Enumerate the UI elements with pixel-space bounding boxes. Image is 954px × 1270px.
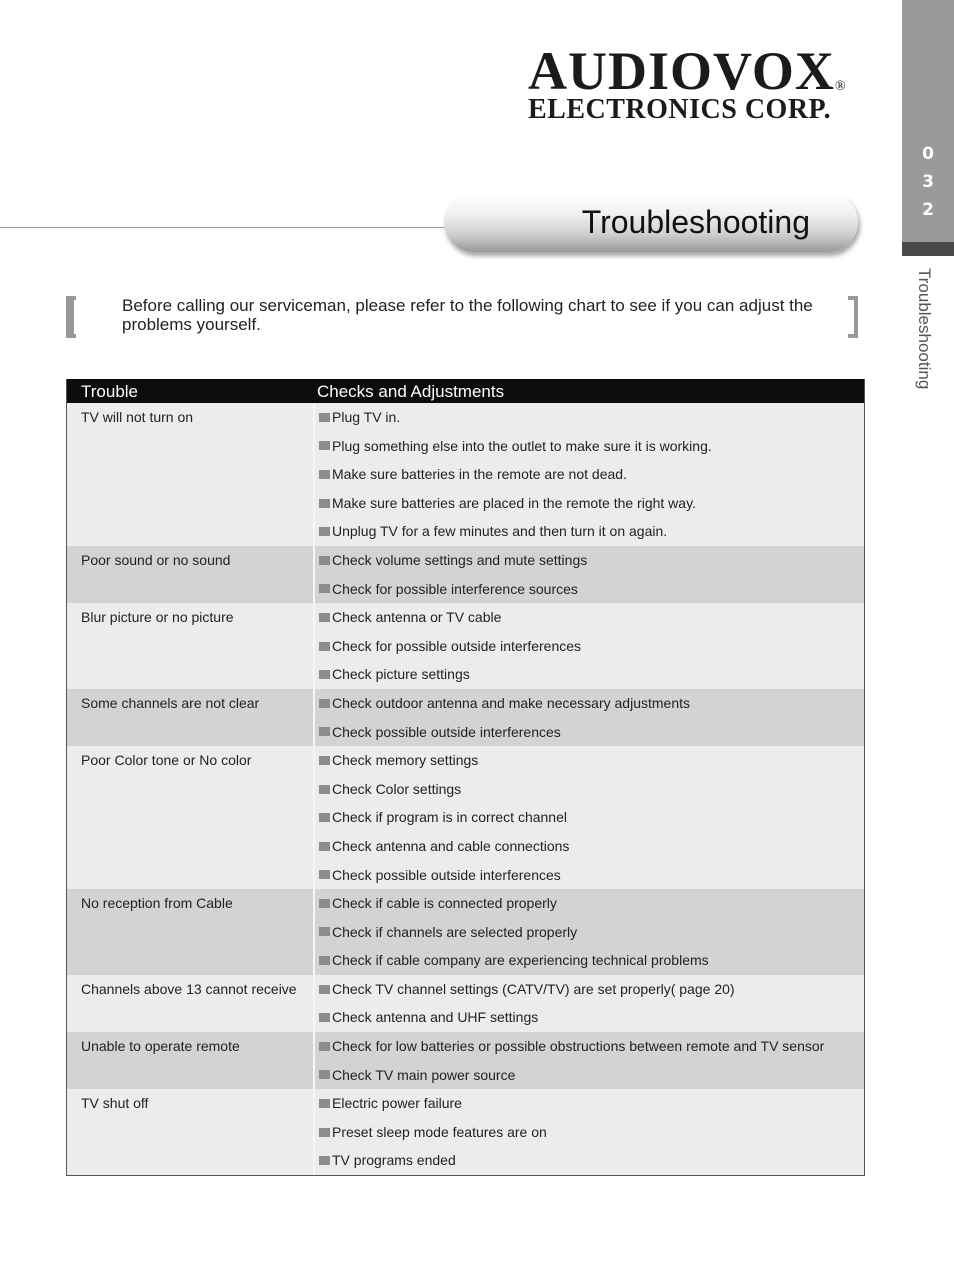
page-digit: 2 — [922, 200, 934, 220]
check-text: Make sure batteries are placed in the remote the right way. — [332, 494, 696, 511]
check-text: Check picture settings — [332, 666, 470, 683]
table-body — [67, 403, 864, 1175]
check-text: Check TV main power source — [332, 1066, 516, 1083]
bullet-square-icon — [319, 985, 330, 994]
check-item — [319, 775, 864, 804]
check-text: Check for low batteries or possible obstructions between remote and TV sensor — [332, 1038, 825, 1055]
title-rule — [0, 227, 450, 228]
bullet-square-icon — [319, 813, 330, 822]
check-text: Plug something else into the outlet to make sure it is working. — [332, 437, 712, 454]
checks-cell — [315, 1089, 864, 1175]
check-text: Check antenna and UHF settings — [332, 1009, 539, 1026]
check-text: Check for possible interference sources — [332, 580, 578, 597]
left-bracket — [66, 296, 76, 338]
check-item — [319, 1146, 864, 1175]
check-item — [319, 403, 864, 432]
troubleshooting-table — [66, 379, 865, 1176]
page-title: Troubleshooting — [581, 204, 810, 240]
table-row — [67, 603, 864, 689]
bullet-square-icon — [319, 527, 330, 536]
bullet-square-icon — [319, 699, 330, 708]
check-text: Plug TV in. — [332, 409, 401, 425]
title-banner — [444, 192, 858, 252]
page-number — [918, 140, 938, 224]
brand-logo — [528, 41, 858, 125]
check-item — [319, 603, 864, 632]
check-text: Check volume settings and mute settings — [332, 551, 588, 568]
bullet-square-icon — [319, 584, 330, 593]
bullet-square-icon — [319, 1099, 330, 1108]
check-text: Unplug TV for a few minutes and then turn it on again. — [332, 523, 668, 540]
table-row — [67, 975, 864, 1032]
check-item — [319, 660, 864, 689]
check-item — [319, 575, 864, 604]
check-text: Check antenna or TV cable — [332, 609, 502, 626]
check-item — [319, 889, 864, 918]
table-row — [67, 546, 864, 603]
page-digit: 3 — [922, 172, 934, 192]
trouble-cell: Unable to operate remote — [67, 1032, 315, 1089]
table-row — [67, 1089, 864, 1175]
check-text: Make sure batteries in the remote are not dead. — [332, 466, 627, 483]
check-item — [319, 803, 864, 832]
checks-cell — [315, 689, 864, 746]
bullet-square-icon — [319, 756, 330, 765]
check-text: Check possible outside interferences — [332, 723, 561, 740]
table-row — [67, 746, 864, 889]
logo-wordmark — [528, 41, 858, 101]
check-text: TV programs ended — [332, 1152, 456, 1169]
check-text: Check possible outside interferences — [332, 866, 561, 883]
header-checks: Checks and Adjustments — [317, 382, 505, 401]
bullet-square-icon — [319, 499, 330, 508]
check-text: Check TV channel settings (CATV/TV) are set properly( page 20) — [332, 980, 735, 997]
table-row — [67, 889, 864, 975]
check-text: Check Color settings — [332, 780, 462, 797]
bullet-square-icon — [319, 1042, 330, 1051]
check-text: Check if program is in correct channel — [332, 809, 567, 826]
check-text: Check if cable company are experiencing technical problems — [332, 952, 709, 969]
bullet-square-icon — [319, 785, 330, 794]
bullet-square-icon — [319, 441, 330, 450]
trouble-cell: No reception from Cable — [67, 889, 315, 975]
registered-mark: ® — [834, 79, 847, 94]
bullet-square-icon — [319, 842, 330, 851]
check-item — [319, 1118, 864, 1147]
table-row — [67, 689, 864, 746]
bullet-square-icon — [319, 927, 330, 936]
checks-cell — [315, 746, 864, 889]
trouble-cell: Channels above 13 cannot receive — [67, 975, 315, 1032]
trouble-cell: TV will not turn on — [67, 403, 315, 546]
check-item — [319, 861, 864, 890]
bullet-square-icon — [319, 642, 330, 651]
header-trouble: Trouble — [81, 382, 139, 401]
trouble-cell: Blur picture or no picture — [67, 603, 315, 689]
check-item — [319, 946, 864, 975]
table-header — [67, 379, 864, 403]
intro-text: Before calling our serviceman, please refer to the following chart to see if you can adjust the problems yourself. — [122, 296, 813, 334]
trouble-cell: Poor sound or no sound — [67, 546, 315, 603]
check-text: Check for possible outside interferences — [332, 637, 582, 654]
checks-cell — [315, 603, 864, 689]
check-item — [319, 918, 864, 947]
bullet-square-icon — [319, 899, 330, 908]
side-section-label: Troubleshooting — [915, 268, 934, 390]
check-item — [319, 1032, 864, 1061]
bullet-square-icon — [319, 1156, 330, 1165]
check-item — [319, 689, 864, 718]
check-item — [319, 1061, 864, 1090]
check-item — [319, 517, 864, 546]
check-text: Electric power failure — [332, 1095, 462, 1112]
page-digit: 0 — [922, 144, 934, 164]
checks-cell — [315, 975, 864, 1032]
trouble-cell: Some channels are not clear — [67, 689, 315, 746]
side-tab-divider — [902, 242, 954, 256]
checks-cell — [315, 403, 864, 546]
trouble-cell: TV shut off — [67, 1089, 315, 1175]
check-text: Check memory settings — [332, 752, 479, 769]
check-item — [319, 1089, 864, 1118]
bullet-square-icon — [319, 1070, 330, 1079]
trouble-cell: Poor Color tone or No color — [67, 746, 315, 889]
check-item — [319, 1003, 864, 1032]
bullet-square-icon — [319, 556, 330, 565]
logo-main-text: AUDIOVOX — [528, 41, 835, 101]
check-item — [319, 832, 864, 861]
logo-subtitle: ELECTRONICS CORP. — [528, 94, 832, 125]
check-item — [319, 718, 864, 747]
check-item — [319, 632, 864, 661]
table-row — [67, 1032, 864, 1089]
right-bracket — [848, 296, 858, 338]
check-text: Check antenna and cable connections — [332, 837, 570, 854]
check-item — [319, 489, 864, 518]
check-item — [319, 975, 864, 1004]
check-item — [319, 432, 864, 461]
check-item — [319, 546, 864, 575]
checks-cell — [315, 546, 864, 603]
bullet-square-icon — [319, 413, 330, 422]
check-text: Preset sleep mode features are on — [332, 1123, 547, 1140]
bullet-square-icon — [319, 727, 330, 736]
checks-cell — [315, 889, 864, 975]
bullet-square-icon — [319, 870, 330, 879]
bullet-square-icon — [319, 1128, 330, 1137]
check-text: Check outdoor antenna and make necessary adjustments — [332, 694, 690, 711]
check-text: Check if channels are selected properly — [332, 923, 578, 940]
check-text: Check if cable is connected properly — [332, 895, 557, 912]
bullet-square-icon — [319, 470, 330, 479]
bullet-square-icon — [319, 1013, 330, 1022]
checks-cell — [315, 1032, 864, 1089]
bullet-square-icon — [319, 956, 330, 965]
check-item — [319, 460, 864, 489]
check-item — [319, 746, 864, 775]
bullet-square-icon — [319, 670, 330, 679]
bullet-square-icon — [319, 613, 330, 622]
table-row — [67, 403, 864, 546]
